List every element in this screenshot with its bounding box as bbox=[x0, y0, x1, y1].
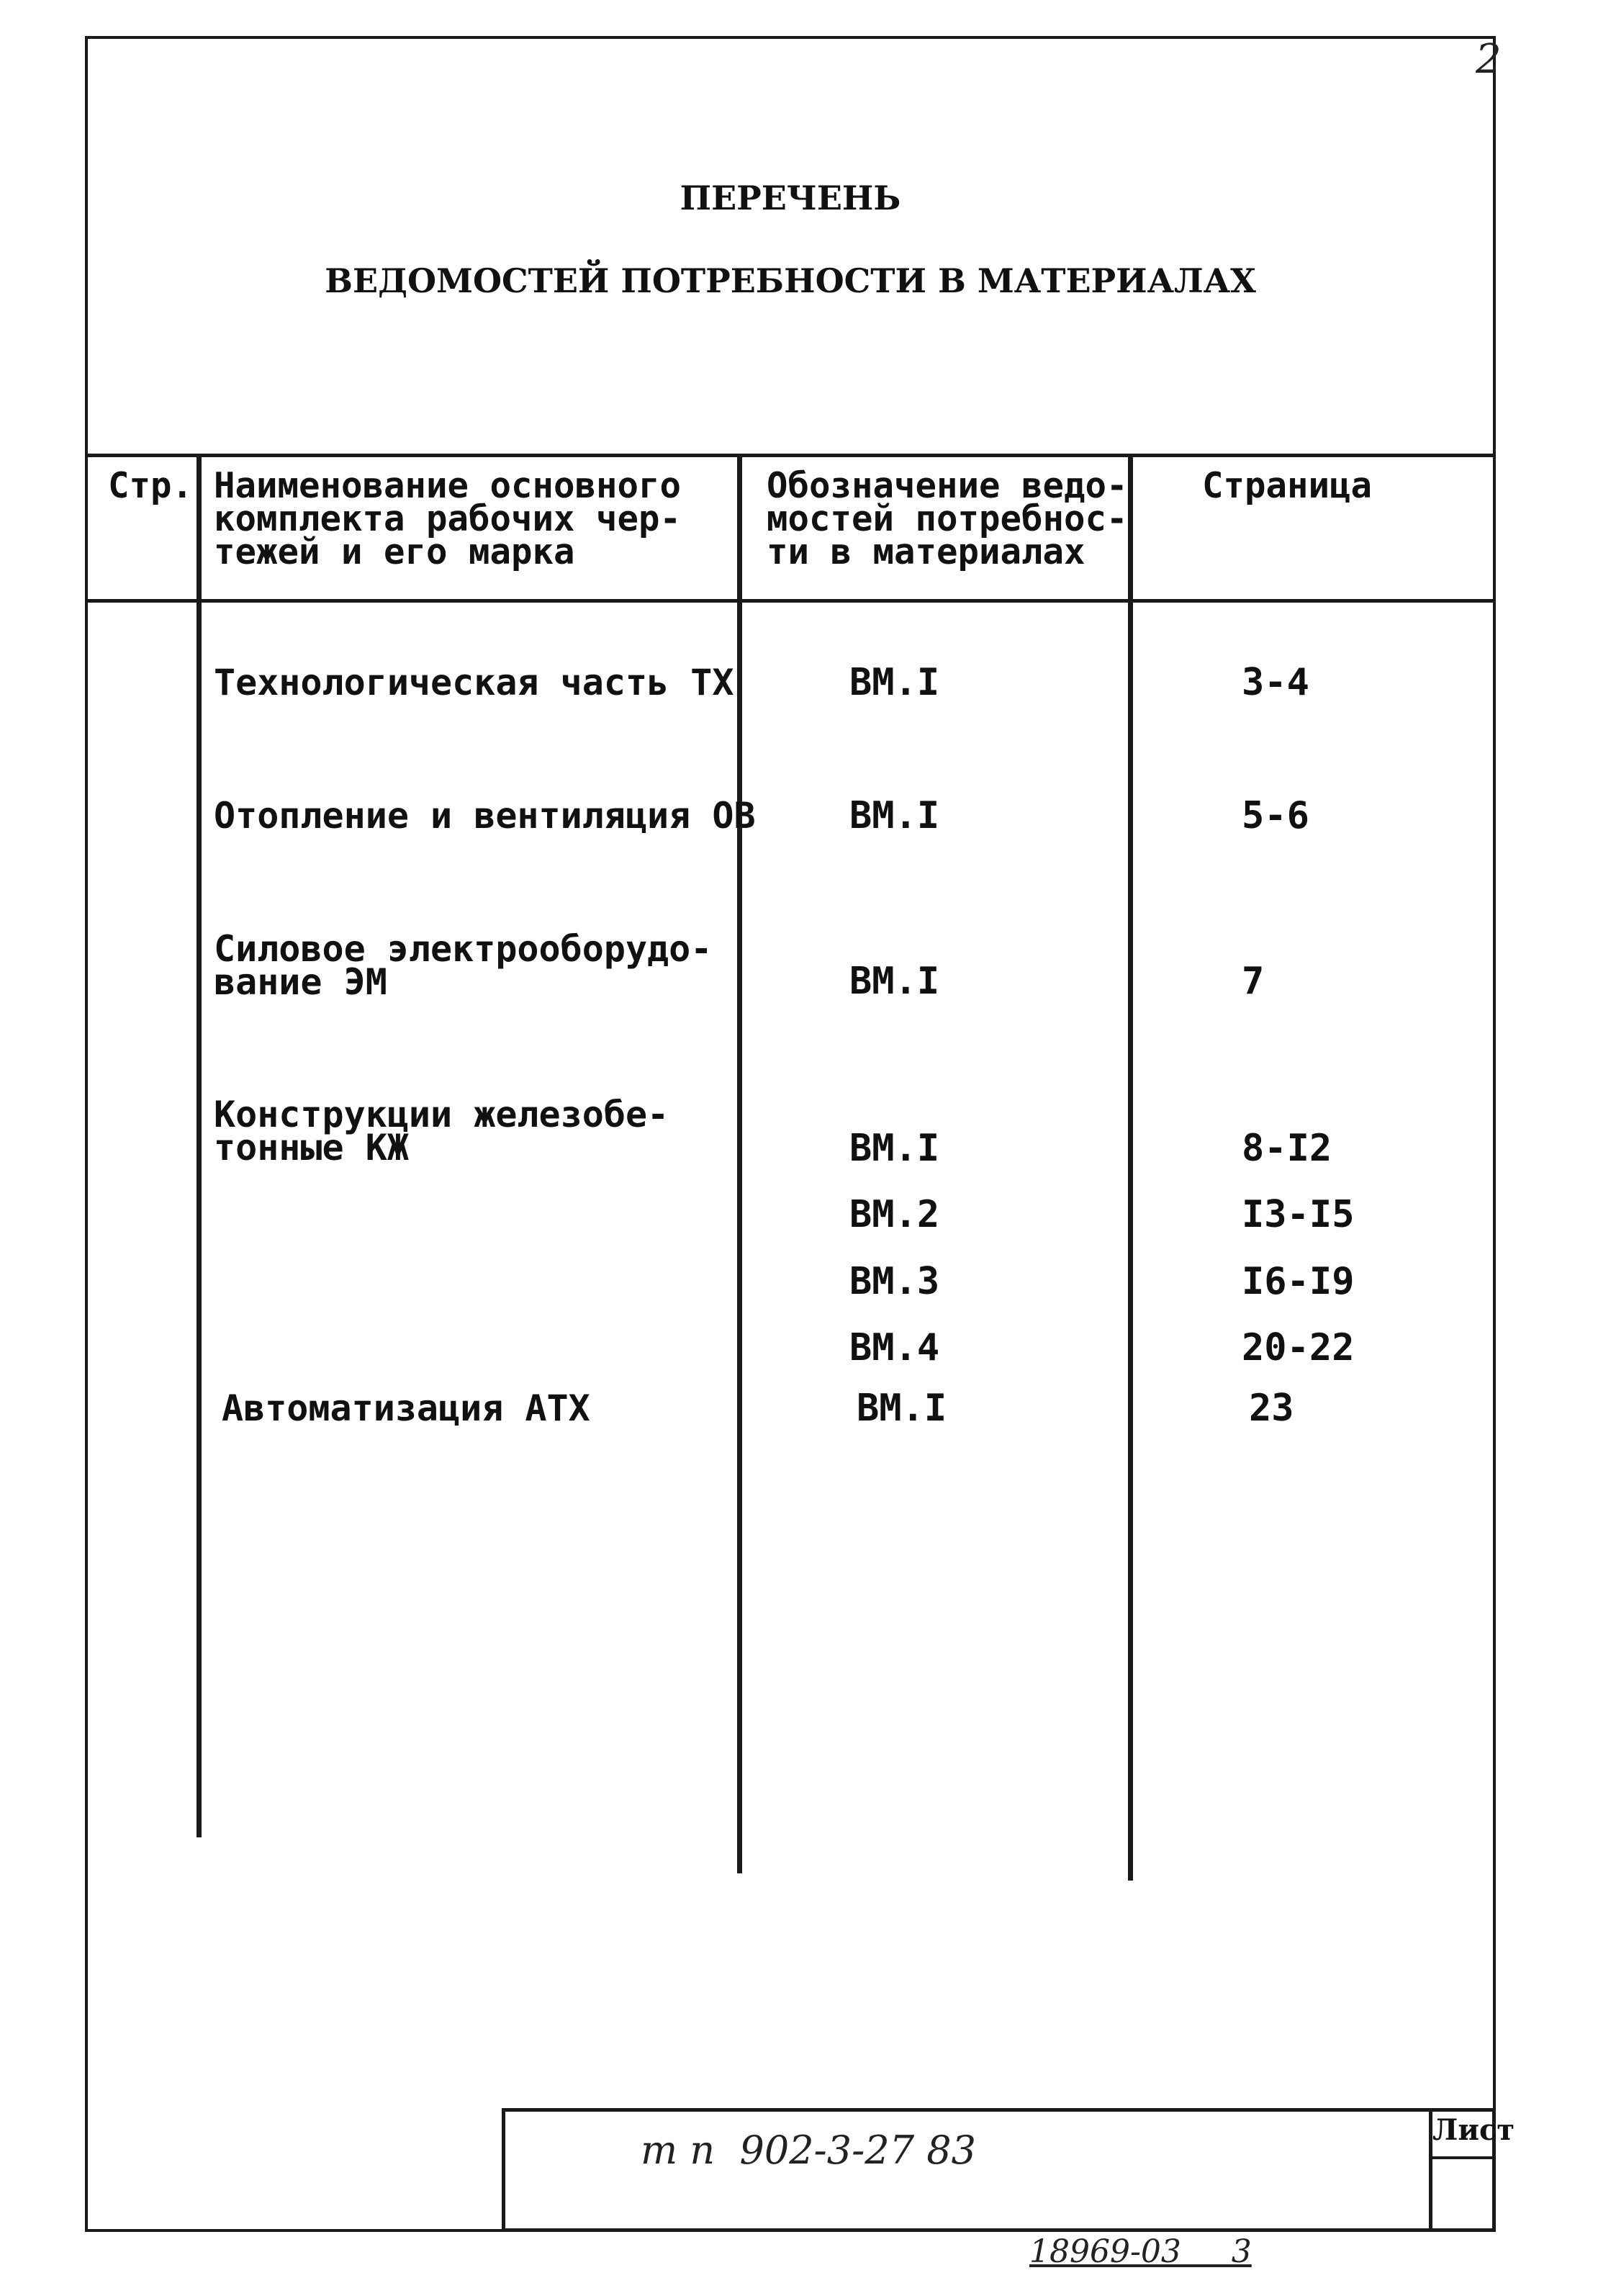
stamp-designation: т п 902-3-27 83 bbox=[641, 2128, 976, 2173]
header-bottom-border bbox=[85, 599, 1496, 603]
row-5-code: ВМ.2 bbox=[849, 1193, 940, 1236]
page-number: 2 bbox=[1476, 36, 1502, 83]
document-title: ПЕРЕЧЕНЬ bbox=[680, 179, 901, 217]
table-top-border bbox=[85, 454, 1496, 457]
document-subtitle: ВЕДОМОСТЕЙ ПОТРЕБНОСТИ В МАТЕРИАЛАХ bbox=[325, 261, 1256, 300]
row-5-pages: I3-I5 bbox=[1242, 1193, 1355, 1236]
row-8-pages: 23 bbox=[1249, 1387, 1294, 1430]
row-4-name: Конструкции железобе- тонные КЖ bbox=[214, 1094, 669, 1169]
row-2-name: Отопление и вентиляция ОВ bbox=[214, 795, 756, 837]
header-page-col: Стр. bbox=[108, 465, 194, 506]
row-8-name: Автоматизация АТХ bbox=[222, 1387, 590, 1429]
row-4-pages: 8-I2 bbox=[1242, 1127, 1332, 1170]
header-designation-col: Обозначение ведо- мостей потребнос- ти в материалах bbox=[767, 465, 1128, 572]
column-divider-3 bbox=[1128, 455, 1133, 1881]
row-3-name: Силовое электрооборудо- вание ЭМ bbox=[214, 928, 713, 1003]
stamp-sheet-divider bbox=[1429, 2156, 1496, 2159]
row-4-code: ВМ.I bbox=[849, 1127, 940, 1170]
column-divider-1 bbox=[197, 455, 202, 1837]
row-6-code: ВМ.3 bbox=[849, 1260, 940, 1303]
row-3-code: ВМ.I bbox=[849, 960, 940, 1003]
column-divider-2 bbox=[737, 455, 742, 1873]
footer-note: 18969-03 3 bbox=[1029, 2233, 1252, 2270]
row-8-code: ВМ.I bbox=[857, 1387, 947, 1430]
row-1-name: Технологическая часть ТХ bbox=[214, 662, 734, 703]
header-name-col: Наименование основного комплекта рабочих чер- тежей и его марка bbox=[214, 465, 682, 572]
row-3-pages: 7 bbox=[1242, 960, 1265, 1003]
row-1-pages: 3-4 bbox=[1242, 661, 1309, 704]
row-6-pages: I6-I9 bbox=[1242, 1260, 1355, 1303]
row-2-pages: 5-6 bbox=[1242, 794, 1309, 837]
header-sheet-col: Страница bbox=[1202, 465, 1373, 506]
stamp-sheet-label: Лист bbox=[1432, 2113, 1515, 2147]
row-2-code: ВМ.I bbox=[849, 794, 940, 837]
row-7-code: ВМ.4 bbox=[849, 1326, 940, 1369]
row-1-code: ВМ.I bbox=[849, 661, 940, 704]
row-7-pages: 20-22 bbox=[1242, 1326, 1355, 1369]
